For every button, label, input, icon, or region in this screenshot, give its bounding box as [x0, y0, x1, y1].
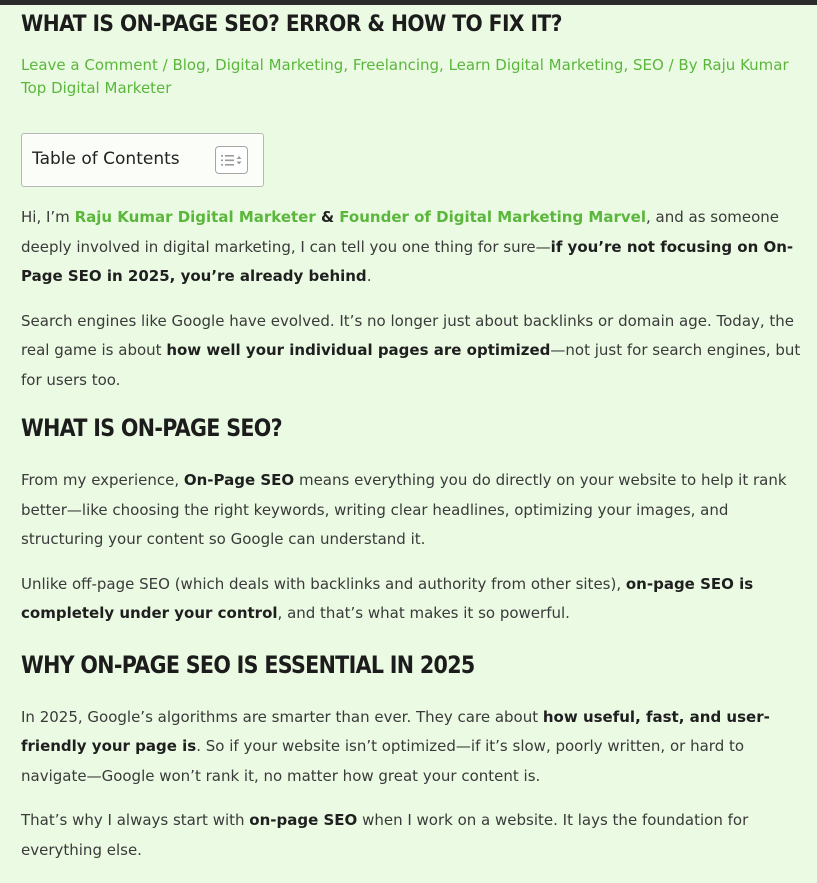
post-meta: Leave a Comment / Blog, Digital Marketing, Freelancing, Learn Digital Marketing, SEO / By Raju Kumar Top Digital Marketer	[21, 56, 789, 97]
table-of-contents	[21, 133, 264, 187]
category-link-seo[interactable]: SEO	[633, 56, 664, 74]
text: .	[366, 267, 372, 285]
paragraph	[21, 570, 801, 629]
category-link-digital-marketing[interactable]: Digital Marketing	[215, 56, 344, 74]
text: when I work on a website. It lays the foundation for everything else.	[21, 811, 749, 859]
text: In 2025, Google’s algorithms are smarter than ever. They care about	[21, 707, 543, 726]
author-link[interactable]: Raju Kumar Top Digital Marketer	[21, 56, 789, 97]
bold-text: how well your individual pages are optimized	[166, 341, 551, 359]
text: means everything you do directly on your website to help it rank better—like choosing the right keywords, writing clear headlines, optimizing your images, and structuring your content so Google can understand it.	[21, 471, 787, 548]
bold-text: on-page SEO is completely under your control	[21, 574, 754, 622]
ampersand: &	[315, 208, 340, 226]
leave-comment-link[interactable]: Leave a Comment	[21, 56, 158, 74]
raju-kumar-link[interactable]: Raju Kumar Digital Marketer	[74, 208, 316, 226]
paragraph	[21, 466, 801, 555]
text: From my experience,	[21, 471, 184, 489]
top-bar	[0, 0, 817, 5]
digital-marketing-marvel-link[interactable]: Founder of Digital Marketing Marvel	[339, 208, 646, 226]
category-link-learn-digital-marketing[interactable]: Learn Digital Marketing	[448, 56, 624, 74]
toc-toggle-button[interactable]	[215, 146, 248, 174]
section-heading-why-essential: WHY ON-PAGE SEO IS ESSENTIAL IN 2025	[21, 650, 475, 679]
bold-text: how useful, fast, and user-friendly your page is	[21, 707, 770, 755]
article	[21, 10, 801, 865]
paragraph	[21, 806, 801, 865]
meta-separator: /	[157, 56, 173, 74]
text: , and that’s what makes it so powerful.	[277, 604, 570, 622]
paragraph	[21, 307, 801, 396]
post-title: WHAT IS ON-PAGE SEO? ERROR & HOW TO FIX IT?	[21, 12, 562, 37]
bold-text: if you’re not focusing on On-Page SEO in 2025, you’re already behind	[21, 237, 794, 285]
list-toggle-icon	[220, 153, 244, 168]
text: . So if your website isn’t optimized—if it’s slow, poorly written, or hard to navigate—Google won’t rank it, no matter how great your content is.	[21, 737, 745, 785]
bold-text: on-page SEO	[249, 811, 358, 829]
intro-paragraph	[21, 203, 801, 292]
bold-text: On-Page SEO	[183, 471, 295, 489]
text: , and as someone deeply involved in digital marketing, I can tell you one thing for sure—	[21, 208, 780, 256]
toc-title: Table of Contents	[32, 149, 180, 169]
text: Search engines like Google have evolved. It’s no longer just about backlinks or domain age. Today, the real game is about	[21, 311, 795, 359]
section-heading-what-is: WHAT IS ON-PAGE SEO?	[21, 414, 282, 442]
meta-by: / By	[663, 56, 703, 74]
category-link-freelancing[interactable]: Freelancing	[352, 56, 440, 74]
paragraph	[21, 703, 801, 792]
text: Hi, I’m	[21, 208, 75, 226]
category-link-blog[interactable]: Blog	[172, 56, 206, 74]
text: That’s why I always start with	[21, 811, 250, 829]
text: —not just for search engines, but for users too.	[21, 341, 801, 389]
text: Unlike off-page SEO (which deals with backlinks and authority from other sites),	[21, 574, 626, 593]
